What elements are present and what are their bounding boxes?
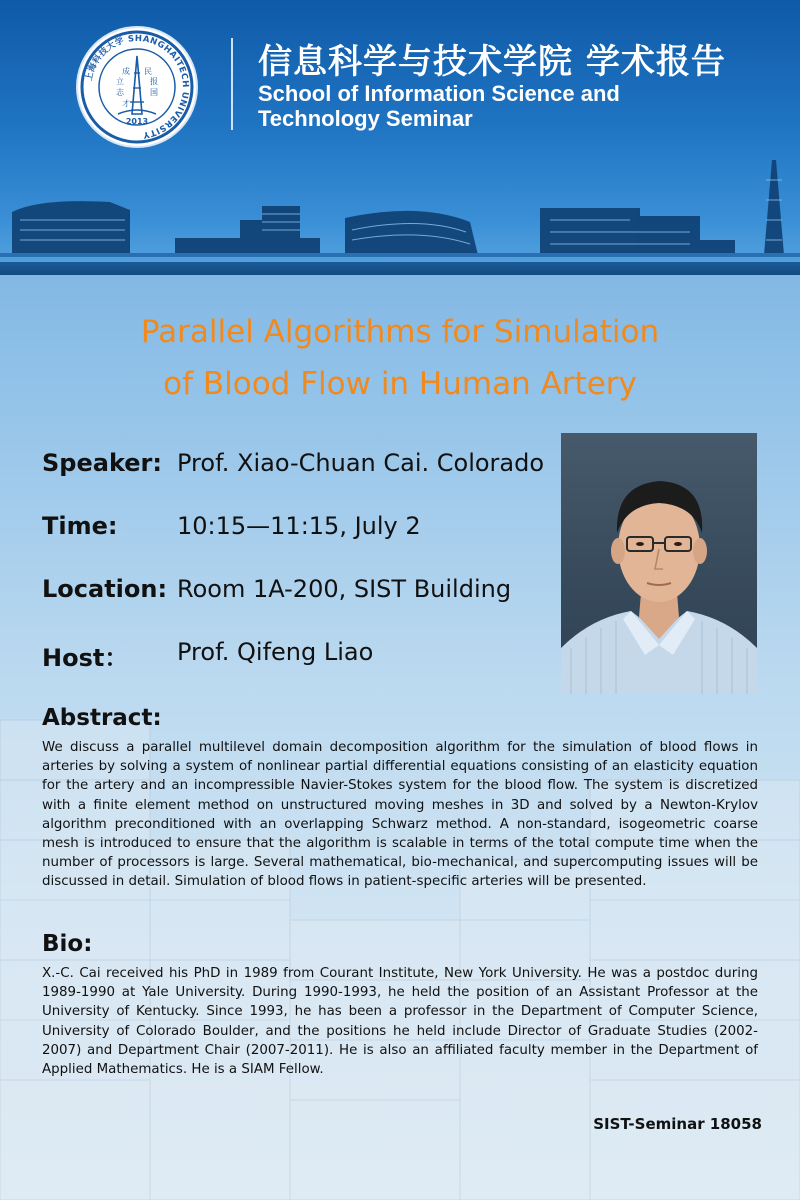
header-title-english-line1: School of Information Science and <box>258 81 620 106</box>
talk-title-line2: of Blood Flow in Human Artery <box>163 366 637 402</box>
time-label: Time: <box>42 512 118 540</box>
location-label: Location: <box>42 575 168 603</box>
header-title-english-line2: Technology Seminar <box>258 106 473 131</box>
header-title-english <box>258 81 620 131</box>
campus-skyline-illustration <box>0 150 800 275</box>
abstract-text: We discuss a parallel multilevel domain decomposition algorithm for the simulation of blood flows in arteries by solving a system of nonlinear partial differential equations consisting of an elasticity equation for the artery and an incompressible Navier-Stokes system for the blood flow. The system is discretized with a finite element method on unstructured moving meshes in 3D and solved by a Newton-Krylov algorithm preconditioned with an overlapping Schwarz method. A non-standard, isogeometric coarse mesh is introduced to ensure that the algorithm is scalable in terms of the total compute time when the number of processors is large. Several mathematical, bio-mechanical, and supercomputing issues will be discussed in detail. Simulation of blood flows in patient-specific arteries will be presented. <box>42 740 758 890</box>
logo-motto-6: 民 <box>144 67 152 76</box>
logo-ring-text: 上海科技大学 SHANGHAITECH UNIVERSITY <box>84 33 191 140</box>
talk-title-line1: Parallel Algorithms for Simulation <box>140 314 660 350</box>
logo-motto-5: 成 <box>122 67 130 76</box>
logo-motto-3: 志 <box>116 88 124 97</box>
speaker-portrait-image <box>561 433 757 694</box>
bio-text: X.-C. Cai received his PhD in 1989 from Courant Institute, New York University. He was a postdoc during 1989-1990 at Yale University. During 1990-1993, he held the position of an Assistant Professor at the University of Kentucky. Since 1993, he has been a professor in the Department of Computer Science, University of Colorado Boulder, and the positions he held include Director of Graduate Studies (2002-2007) and Department Chair (2007-2011). He is also an affiliated faculty member in the Department of Applied Mathematics. He is a SIAM Fellow. <box>42 966 758 1078</box>
host-label: Host： <box>42 644 129 672</box>
header-banner <box>0 0 800 275</box>
header-ground-strip <box>0 262 800 275</box>
talk-title <box>0 306 800 410</box>
speaker-label: Speaker: <box>42 449 162 477</box>
logo-year: 2013 <box>125 117 149 126</box>
speaker-photo <box>561 433 757 694</box>
shanghaitech-logo <box>78 28 196 146</box>
time-value: 10:15—11:15, July 2 <box>177 512 421 540</box>
logo-motto-7: 才 <box>122 99 130 108</box>
location-value: Room 1A-200, SIST Building <box>177 575 512 603</box>
abstract-heading: Abstract: <box>42 705 162 731</box>
university-seal-icon <box>78 28 196 146</box>
bio-heading: Bio: <box>42 931 93 957</box>
logo-motto-2: 报 <box>150 77 158 86</box>
header-title-chinese: 信息科学与技术学院 学术报告 <box>258 42 726 82</box>
logo-motto-1: 立 <box>116 77 124 86</box>
logo-motto-4: 国 <box>150 88 158 97</box>
seminar-id: SIST-Seminar 18058 <box>593 1115 762 1133</box>
host-value: Prof. Qifeng Liao <box>177 638 374 666</box>
speaker-value: Prof. Xiao-Chuan Cai. Colorado <box>177 449 545 477</box>
header-divider <box>231 38 233 130</box>
